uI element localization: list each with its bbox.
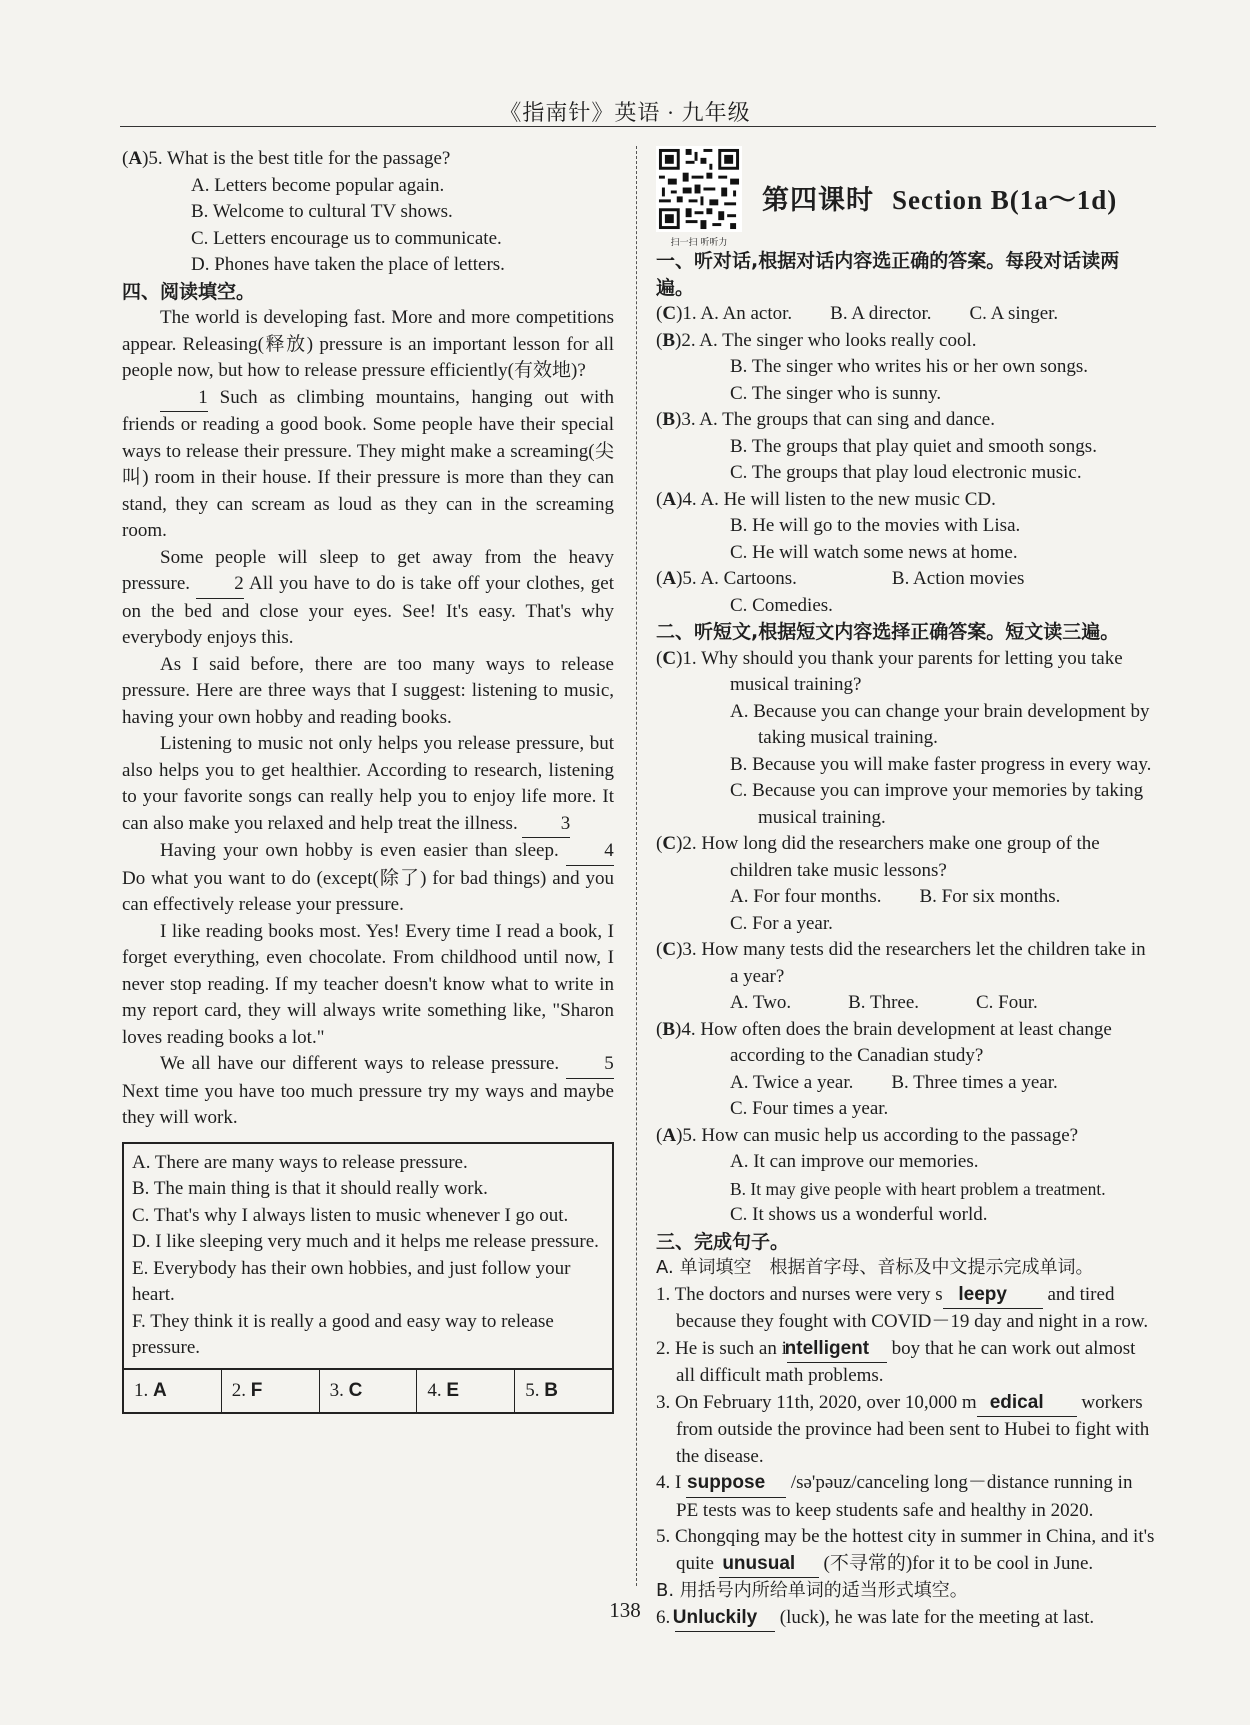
page-number: 138	[609, 1598, 641, 1622]
section-4-title: 四、阅读填空。	[122, 280, 256, 303]
passage-paragraph: As I said before, there are too many ways to release pressure. Here are three ways that I suggest: listening to music, having your own hobby and reading books.	[122, 653, 614, 728]
option: A. Because you can change your brain development by taking musical training.	[730, 700, 1150, 748]
sentence-item: 2. He is such an intelligent boy that he can work out almost all difficult math problems.	[656, 1337, 1136, 1386]
option: A. Twice a year. B. Three times a year.	[730, 1071, 1058, 1093]
left-column	[122, 146, 614, 1414]
listening-question: (B)4. How often does the brain development at least change according to the Canadian study?	[656, 1018, 1112, 1066]
option: A. For four months. B. For six months.	[730, 886, 1061, 907]
listening-question: (C)1. Why should you thank your parents for letting you take musical training?	[656, 647, 1123, 695]
blank-4: 4	[566, 838, 614, 866]
option: C. The groups that play loud electronic music.	[730, 462, 1082, 483]
sentence-item: 6. Unluckily (luck), he was late for the meeting at last.	[656, 1605, 1156, 1633]
sentence-item: 1. The doctors and nurses were very s leepy and tired because they fought with COVID－19 day and night in a row.	[656, 1283, 1149, 1332]
choice-item: E. Everybody has their own hobbies, and just follow your heart.	[132, 1257, 571, 1305]
sentence-item: 5. Chongqing may be the hottest city in summer in China, and it's quite unusual (不寻常的)for it to be cool in June.	[656, 1524, 1156, 1578]
option: C. The singer who is sunny.	[730, 382, 942, 404]
section-3-title: 三、完成句子。	[656, 1230, 790, 1253]
listening-question: (A)5. A. Cartoons. B. Action movies	[656, 568, 1025, 589]
answer-cell: 1. A	[134, 1379, 167, 1401]
header-rule	[120, 126, 1156, 127]
option: C. He will watch some news at home.	[730, 541, 1018, 563]
lesson-title: 第四课时 Section B(1a～1d)	[762, 185, 1118, 216]
passage-paragraph: 1 Such as climbing mountains, hanging out with friends or reading a good book. Some people have their special ways to release their pressure. They might make a screaming(尖叫) room in their house. If their pressure is more than they can stand, they can scream as loud as they can in the screaming room.	[122, 386, 614, 541]
answer-fill: unusual	[719, 1551, 819, 1579]
option: C. Comedies.	[730, 594, 833, 616]
qr-code-icon	[656, 146, 742, 232]
blank-1: 1	[160, 385, 208, 413]
option: D. Phones have taken the place of letters.	[191, 254, 505, 275]
option: B. It may give people with heart problem a treatment.	[730, 1178, 1106, 1199]
option: C. Four times a year.	[730, 1098, 889, 1119]
choice-item: D. I like sleeping very much and it helps me release pressure.	[132, 1231, 599, 1252]
option: C. It shows us a wonderful world.	[730, 1204, 988, 1225]
passage-paragraph: The world is developing fast. More and more competitions appear. Releasing(释放) pressure is an important lesson for all people now, but how to release pressure efficiently(有效地)?	[122, 307, 614, 381]
answer-cell: 2. F	[221, 1370, 319, 1413]
choice-item: B. The main thing is that it should really work.	[132, 1178, 488, 1199]
option: A. Letters become popular again.	[191, 174, 445, 196]
passage-paragraph: Listening to music not only helps you release pressure, but also helps you to get healthier. According to research, listening to your favorite songs can really help you to enjoy life more. It can also make you relaxed and help treat the illness. 3	[122, 731, 614, 838]
listening-question: (A)4. A. He will listen to the new music CD.	[656, 488, 996, 510]
column-divider	[636, 146, 637, 1586]
option: B. He will go to the movies with Lisa.	[730, 515, 1021, 536]
section-3b-title: B. 用括号内所给单词的适当形式填空。	[656, 1580, 968, 1601]
option: B. The singer who writes his or her own songs.	[730, 356, 1088, 377]
answer-fill: ntelligent	[787, 1336, 887, 1364]
passage-paragraph: I like reading books most. Yes! Every time I read a book, I forget everything, even chocolate. From childhood until now, I never stop reading. If my teacher doesn't know what to write in my report card, they will always write something like, "Sharon loves reading books a lot."	[122, 920, 614, 1048]
passage-paragraph: Some people will sleep to get away from the heavy pressure. 2 All you have to do is take off your clothes, get on the bed and close your eyes. See! It's easy. That's why everybody enjoys this.	[122, 546, 614, 648]
answer-row	[124, 1368, 612, 1413]
section-3a-title: A. 单词填空 根据首字母、音标及中文提示完成单词。	[656, 1257, 1094, 1278]
listening-question: (A)5. How can music help us according to the passage?	[656, 1124, 1079, 1146]
blank-5: 5	[566, 1051, 614, 1079]
blank-2: 2	[196, 571, 244, 599]
question-5: (A)5. What is the best title for the passage?	[122, 148, 451, 169]
listening-question: (C)3. How many tests did the researchers let the children take in a year?	[656, 939, 1146, 987]
choice-item: C. That's why I always listen to music whenever I go out.	[132, 1204, 569, 1226]
listening-question: (C)2. How long did the researchers make one group of the children take music lessons?	[656, 833, 1100, 881]
option: B. The groups that play quiet and smooth songs.	[730, 435, 1097, 457]
listening-question: (C)1. A. An actor. B. A director. C. A singer.	[656, 303, 1059, 324]
choices-box	[122, 1142, 614, 1415]
answer-cell: 3. C	[319, 1370, 417, 1413]
option: A. It can improve our memories.	[730, 1151, 979, 1172]
passage-paragraph: Having your own hobby is even easier than sleep. 4 Do what you want to do (except(除了) for bad things) and you can effectively release your pressure.	[122, 840, 614, 915]
answer-cell: 4. E	[416, 1370, 514, 1413]
answer-fill: edical	[977, 1390, 1077, 1418]
option: B. Welcome to cultural TV shows.	[191, 201, 453, 222]
blank-3: 3	[522, 811, 570, 839]
qr-code[interactable]	[656, 146, 742, 248]
choice-item: F. They think it is really a good and easy way to release pressure.	[132, 1310, 554, 1358]
option: C. Because you can improve your memories by taking musical training.	[730, 780, 1144, 828]
section-2-title: 二、听短文,根据短文内容选择正确答案。短文读三遍。	[656, 621, 1120, 643]
section-1-title: 一、听对话,根据对话内容选正确的答案。每段对话读两遍。	[656, 250, 1120, 299]
option: A. Two. B. Three. C. Four.	[730, 992, 1038, 1013]
answer-cell: 5. B	[514, 1370, 612, 1413]
listening-question: (B)2. A. The singer who looks really cool.	[656, 329, 977, 351]
option: C. For a year.	[730, 912, 833, 934]
sentence-item: 4. I suppose /sə'pəuz/canceling long－distance running in PE tests was to keep students safe and healthy in 2020.	[656, 1472, 1133, 1521]
answer-fill: suppose	[686, 1470, 786, 1498]
answer-fill: Unluckily	[675, 1605, 775, 1633]
choice-item: A. There are many ways to release pressure.	[132, 1151, 468, 1173]
qr-caption: 扫一扫 听听力	[670, 238, 728, 248]
passage-paragraph: We all have our different ways to release pressure. 5 Next time you have too much pressure try my ways and maybe they will work.	[122, 1053, 614, 1128]
answer-fill: leepy	[943, 1282, 1043, 1310]
listening-question: (B)3. A. The groups that can sing and dance.	[656, 409, 995, 430]
option: B. Because you will make faster progress in every way.	[730, 753, 1152, 775]
page-header: 《指南针》英语 · 九年级	[499, 100, 751, 125]
option: C. Letters encourage us to communicate.	[191, 227, 502, 249]
sentence-item: 3. On February 11th, 2020, over 10,000 m edical workers from outside the province had been sent to Hubei to fight with the disease.	[656, 1391, 1150, 1467]
right-column	[656, 248, 1156, 1632]
